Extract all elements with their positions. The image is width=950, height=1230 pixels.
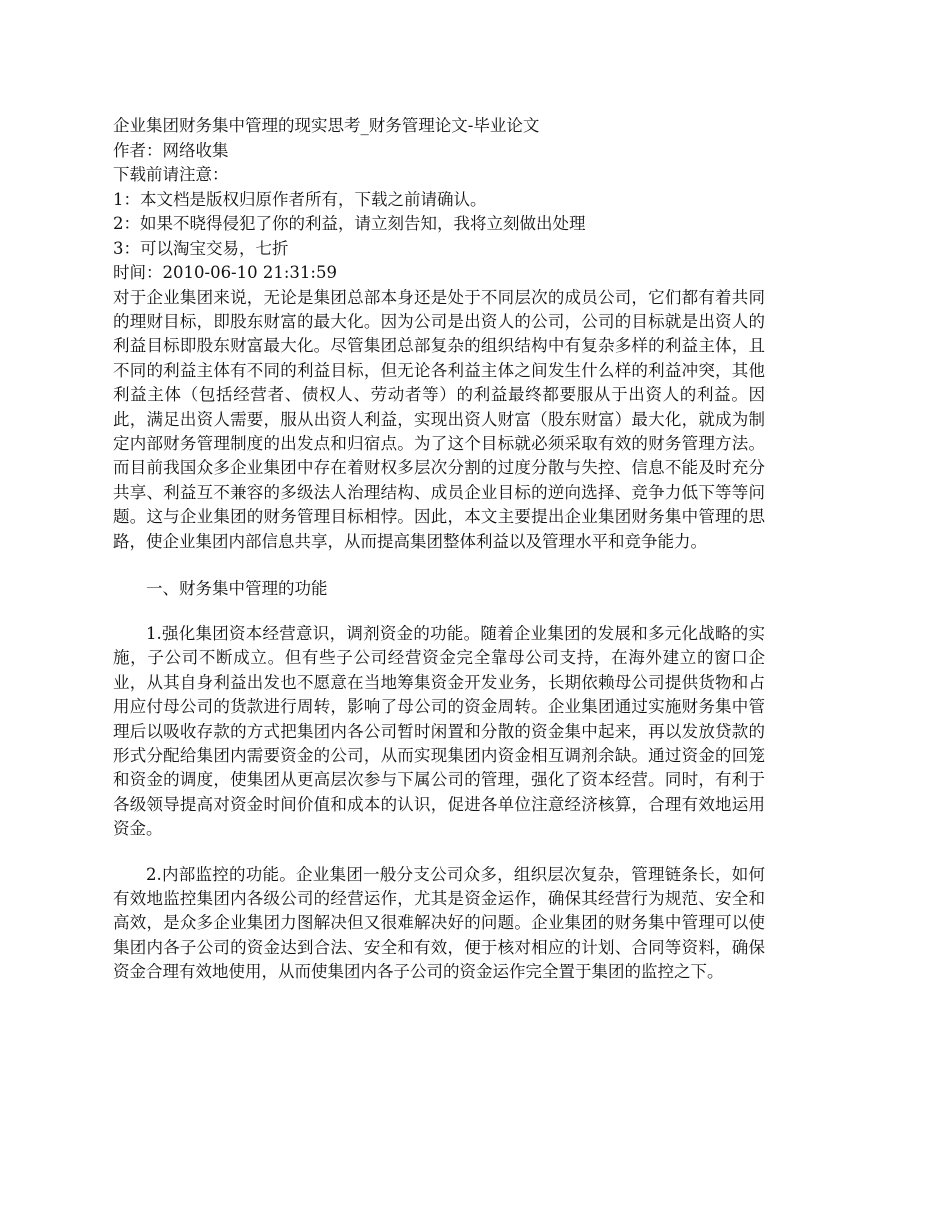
timestamp: 时间：2010-06-10 21:31:59	[113, 263, 337, 282]
paragraph-point-2: 2.内部监控的功能。企业集团一般分支公司众多，组织层次复杂，管理链条长，如何有效地监控集团内各级公司的经营运作，尤其是资金运作，确保其经营行为规范、安全和高效，是众多企业集团力图解决但又很难解决好的问题。企业集团的财务集中管理可以使集团内各子公司的资金达到合法、安全和有效，便于核对相应的计划、合同等资料，确保资金合理有效地使用，从而使集团内各子公司的资金运作完全置于集团的监控之下。	[113, 864, 765, 982]
section-heading: 一、财务集中管理的功能	[146, 578, 328, 598]
notice-heading: 下载前请注意：	[113, 165, 229, 184]
notice-item: 2：如果不晓得侵犯了你的利益，请立刻告知，我将立刻做出处理	[113, 214, 586, 233]
author-line: 作者：网络收集	[113, 140, 229, 160]
document-title: 企业集团财务集中管理的现实思考_财务管理论文-毕业论文	[113, 116, 540, 135]
notice-item: 1：本文档是版权归原作者所有，下载之前请确认。	[113, 189, 487, 209]
paragraph-point-1: 1.强化集团资本经营意识，调剂资金的功能。随着企业集团的发展和多元化战略的实施，子公司不断成立。但有些子公司经营资金完全靠母公司支持，在海外建立的窗口企业，从其自身利益出发也不愿意在当地筹集资金开发业务，长期依赖母公司提供货物和占用应付母公司的货款进行周转，影响了母公司的资金周转。企业集团通过实施财务集中管理后以吸收存款的方式把集团内各公司暂时闲置和分散的资金集中起来，再以发放贷款的形式分配给集团内需要资金的公司，从而实现集团内资金相互调剂余缺。通过资金的回笼和资金的调度，使集团从更高层次参与下属公司的管理，强化了资本经营。同时，有利于各级领导提高对资金时间价值和成本的认识，促进各单位注意经济核算，合理有效地运用资金。	[113, 623, 765, 839]
document-body	[113, 114, 765, 985]
notice-item: 3：可以淘宝交易，七折	[113, 238, 289, 258]
intro-paragraph: 对于企业集团来说，无论是集团总部本身还是处于不同层次的成员公司，它们都有着共同的理财目标，即股东财富的最大化。因为公司是出资人的公司，公司的目标就是出资人的利益目标即股东财富最大化。尽管集团总部复杂的组织结构中有复杂多样的利益主体，且不同的利益主体有不同的利益目标，但无论各利益主体之间发生什么样的利益冲突，其他利益主体（包括经营者、债权人、劳动者等）的利益最终都要服从于出资人的利益。因此，满足出资人需要，服从出资人利益，实现出资人财富（股东财富）最大化，就成为制定内部财务管理制度的出发点和归宿点。为了这个目标就必须采取有效的财务管理方法。而目前我国众多企业集团中存在着财权多层次分割的过度分散与失控、信息不能及时充分共享、利益互不兼容的多级法人治理结构、成员企业目标的逆向选择、竞争力低下等等问题。这与企业集团的财务管理目标相悖。因此，本文主要提出企业集团财务集中管理的思路，使企业集团内部信息共享，从而提高集团整体利益以及管理水平和竞争能力。	[113, 287, 765, 551]
